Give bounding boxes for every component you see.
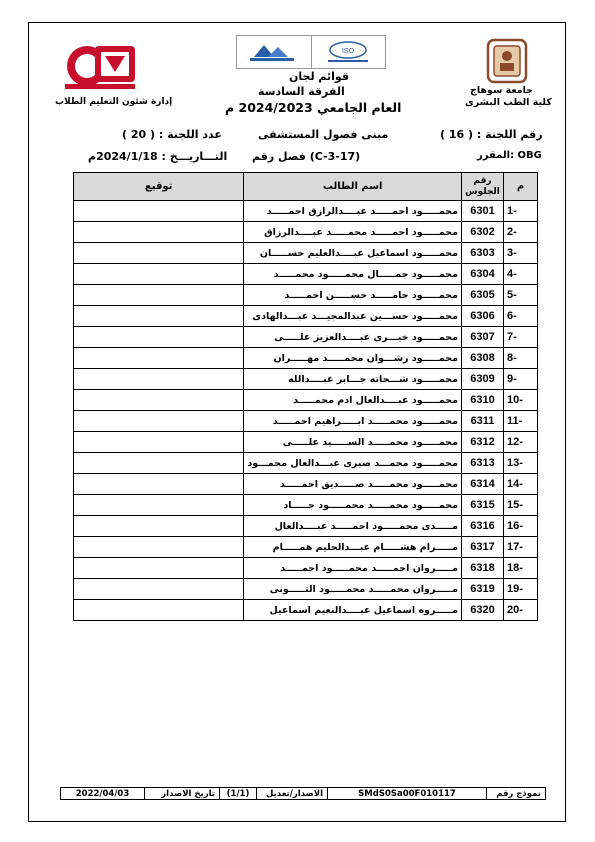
student-name: محمـــــود احمـــــد محمـــــد عبــــدالرزاق xyxy=(244,222,462,243)
signature-cell xyxy=(74,243,244,264)
signature-cell xyxy=(74,369,244,390)
student-name: محمـــــود حامـــــد حســـــن احمـــــد xyxy=(244,285,462,306)
edition-value: (1/1) xyxy=(219,788,256,799)
signature-cell xyxy=(74,432,244,453)
row-number: -15 xyxy=(504,495,538,516)
student-name: محمـــــود احمـــــد عبــــدالرازق احمـــــد xyxy=(244,201,462,222)
edition-label: الاصدار/تعديل xyxy=(256,788,327,799)
signature-cell xyxy=(74,558,244,579)
seat-number: 6301 xyxy=(462,201,504,222)
seat-number: 6312 xyxy=(462,432,504,453)
student-name: محمـــــود خيـــرى عبــــدالعزيز علـــــى xyxy=(244,327,462,348)
table-row xyxy=(74,495,538,516)
row-number: -17 xyxy=(504,537,538,558)
student-affairs-logo xyxy=(55,36,145,92)
table-row xyxy=(74,558,538,579)
issue-label: تاريخ الاصدار xyxy=(144,788,219,799)
course-name: المقرر: OBG xyxy=(477,150,542,161)
signature-cell xyxy=(74,222,244,243)
table-row xyxy=(74,432,538,453)
row-number: -16 xyxy=(504,516,538,537)
student-name: محمـــــود اسماعيل عبــــدالعليم حســـــان xyxy=(244,243,462,264)
row-number: -13 xyxy=(504,453,538,474)
seat-number: 6319 xyxy=(462,579,504,600)
signature-cell xyxy=(74,411,244,432)
table-row xyxy=(74,453,538,474)
row-number: -2 xyxy=(504,222,538,243)
table-row xyxy=(74,285,538,306)
building-name: مبنى فصول المستشفى xyxy=(258,128,389,141)
table-row xyxy=(74,600,538,621)
seat-number: 6305 xyxy=(462,285,504,306)
iso-logo-left xyxy=(237,36,312,68)
student-name: محمـــــود رشـــوان محمـــــد مهـــــران xyxy=(244,348,462,369)
seat-number: 6303 xyxy=(462,243,504,264)
seat-number: 6318 xyxy=(462,558,504,579)
signature-cell xyxy=(74,600,244,621)
seat-number: 6308 xyxy=(462,348,504,369)
table-row xyxy=(74,474,538,495)
signature-cell xyxy=(74,285,244,306)
signature-cell xyxy=(74,579,244,600)
seat-number: 6317 xyxy=(462,537,504,558)
university-name: جامعة سوهاج xyxy=(470,85,534,96)
seat-number: 6307 xyxy=(462,327,504,348)
title-line-1: قوائم لجان xyxy=(289,70,350,83)
signature-cell xyxy=(74,390,244,411)
table-row xyxy=(74,411,538,432)
row-number: -12 xyxy=(504,432,538,453)
row-number: -3 xyxy=(504,243,538,264)
student-name: محمـــــود محمـــد صبرى عبـــدالعال محمـــود xyxy=(244,453,462,474)
committee-count: عدد اللجنة : ( 20 ) xyxy=(122,128,222,141)
svg-text:ISO: ISO xyxy=(342,48,355,55)
row-number: -7 xyxy=(504,327,538,348)
seat-number: 6313 xyxy=(462,453,504,474)
signature-cell xyxy=(74,201,244,222)
issue-date: 2022/04/03 xyxy=(75,789,130,799)
student-name: مـــــروان احمـــــد محمـــــود احمـــــد xyxy=(244,558,462,579)
table-row xyxy=(74,348,538,369)
row-number: -20 xyxy=(504,600,538,621)
university-seal-logo xyxy=(478,38,536,84)
signature-cell xyxy=(74,495,244,516)
exam-date: التـــاريـــخ : 2024/1/18م xyxy=(88,150,228,163)
row-number: -6 xyxy=(504,306,538,327)
seat-number: 6310 xyxy=(462,390,504,411)
table-header-row xyxy=(74,173,538,201)
student-name: محمـــــود جمـــــال محمـــــود محمـــــد xyxy=(244,264,462,285)
student-name: محمـــــود محمـــــد صـــــديق احمـــــد xyxy=(244,474,462,495)
seat-number: 6316 xyxy=(462,516,504,537)
signature-cell xyxy=(74,453,244,474)
signature-cell xyxy=(74,474,244,495)
signature-cell xyxy=(74,516,244,537)
col-header-no: م xyxy=(504,173,538,201)
signature-cell xyxy=(74,327,244,348)
signature-cell xyxy=(74,537,244,558)
signature-cell xyxy=(74,348,244,369)
row-number: -1 xyxy=(504,201,538,222)
table-row xyxy=(74,306,538,327)
classroom-number: فصل رقم (C-3-17) xyxy=(252,150,361,163)
row-number: -8 xyxy=(504,348,538,369)
form-number: SMdS0Sa00F010117 xyxy=(327,788,486,799)
table-row xyxy=(74,516,538,537)
student-name: محمـــــود محمـــــد ابـــــراهيم احمـــــد xyxy=(244,411,462,432)
col-header-sign: توقيع xyxy=(74,173,244,201)
row-number: -19 xyxy=(504,579,538,600)
row-number: -4 xyxy=(504,264,538,285)
table-row xyxy=(74,264,538,285)
student-name: مـــــرام هشـــــام عبـــدالحليم همـــــام xyxy=(244,537,462,558)
iso-logo-right xyxy=(312,36,386,68)
table-row xyxy=(74,369,538,390)
row-number: -14 xyxy=(504,474,538,495)
col-header-seat: رقم الجلوس xyxy=(462,173,504,201)
title-line-2: الفرقة السادسة xyxy=(258,85,345,98)
student-affairs-label: إدارة شئون التعليم الطلاب xyxy=(55,97,173,107)
row-number: -5 xyxy=(504,285,538,306)
accreditation-logos xyxy=(236,35,386,69)
student-name: محمـــــود حســـين عبدالمجيـــد عبـــدالهادى xyxy=(244,306,462,327)
seat-number: 6311 xyxy=(462,411,504,432)
col-header-name: اسم الطالب xyxy=(244,173,462,201)
table-row xyxy=(74,390,538,411)
seat-number: 6304 xyxy=(462,264,504,285)
row-number: -18 xyxy=(504,558,538,579)
student-name: محمـــــود شـــحاته جـــابر عبــــدالله xyxy=(244,369,462,390)
table-row xyxy=(74,327,538,348)
seat-number: 6314 xyxy=(462,474,504,495)
student-name: محمـــــود محمـــــد محمـــــود جـــــاد xyxy=(244,495,462,516)
student-name: مـــــروان محمـــــد محمـــــود التـــــونى xyxy=(244,579,462,600)
seat-number: 6302 xyxy=(462,222,504,243)
student-name: محمـــــود محمـــــد الســـــيد علـــــى xyxy=(244,432,462,453)
student-name: محمـــــود عبــــدالعال ادم محمـــــد xyxy=(244,390,462,411)
row-number: -9 xyxy=(504,369,538,390)
form-footer xyxy=(60,787,546,800)
student-name: مـــــروه اسماعيل عبــــدالنعيم اسماعيل xyxy=(244,600,462,621)
seat-number: 6315 xyxy=(462,495,504,516)
seat-number: 6309 xyxy=(462,369,504,390)
student-list-table xyxy=(73,172,538,621)
table-row xyxy=(74,243,538,264)
committee-number: رقم اللجنة : ( 16 ) xyxy=(440,128,543,141)
seat-number: 6320 xyxy=(462,600,504,621)
signature-cell xyxy=(74,306,244,327)
title-line-3: العام الجامعي 2024/2023 م xyxy=(225,100,402,115)
faculty-name: كلية الطب البشرى xyxy=(465,97,552,108)
form-label: نموذج رقم xyxy=(486,788,545,799)
student-name: مـــــدى محمـــــود احمـــــد عبــــدالعال xyxy=(244,516,462,537)
row-number: -11 xyxy=(504,411,538,432)
row-number: -10 xyxy=(504,390,538,411)
signature-cell xyxy=(74,264,244,285)
seat-number: 6306 xyxy=(462,306,504,327)
table-row xyxy=(74,537,538,558)
table-row xyxy=(74,579,538,600)
table-row xyxy=(74,222,538,243)
table-row xyxy=(74,201,538,222)
